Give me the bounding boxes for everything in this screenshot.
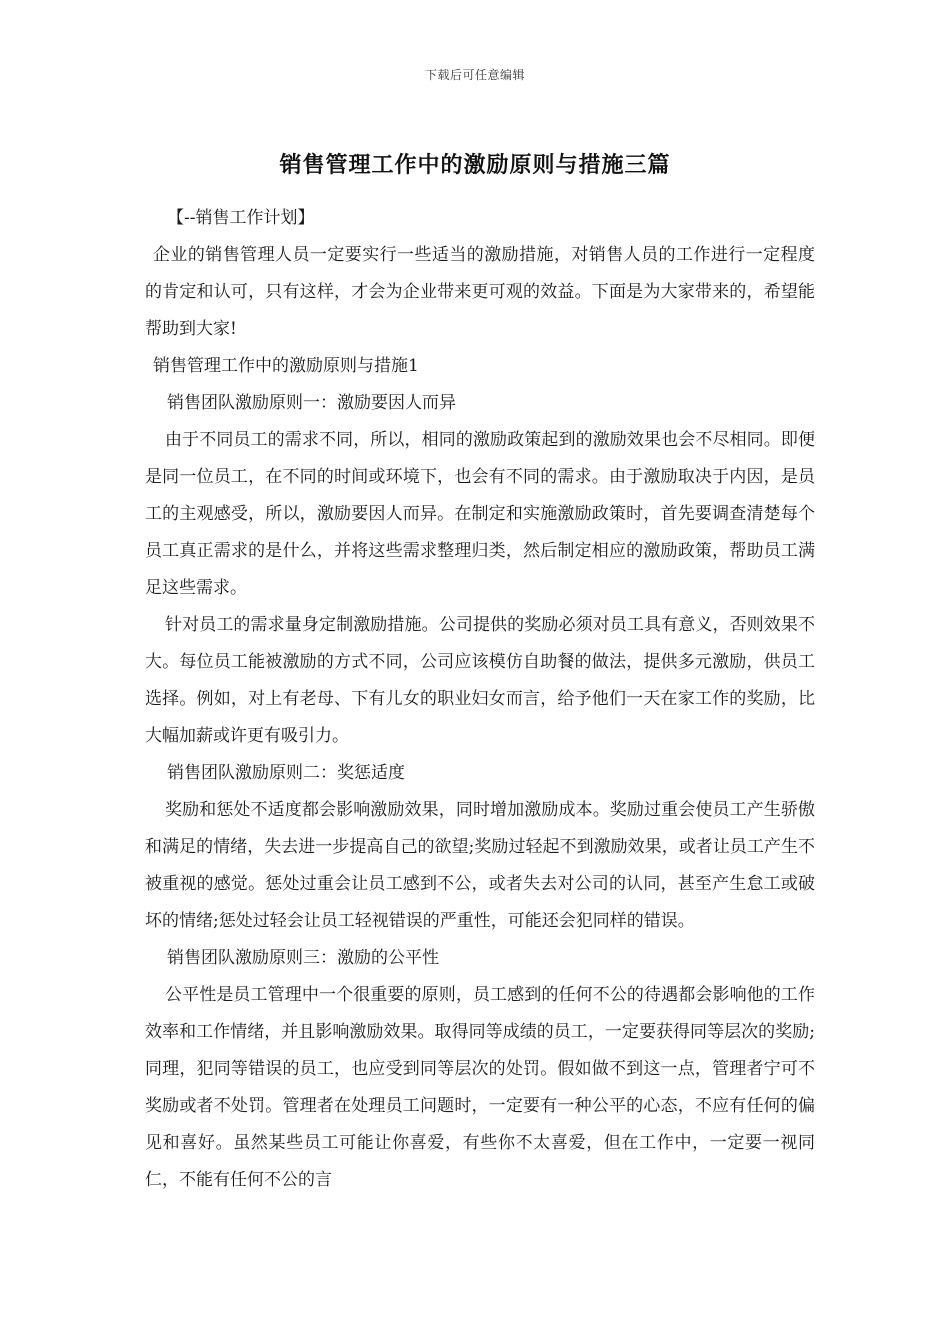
document-title: 销售管理工作中的激励原则与措施三篇 xyxy=(279,152,671,178)
principle-1-paragraph-2: 针对员工的需求量身定制激励措施。公司提供的奖励必须对员工具有意义，否则效果不大。每位员工能被激励的方式不同，公司应该模仿自助餐的做法，提供多元激励，供员工选择。例如，对上有老母、下有儿女的职业妇女而言，给予他们一天在家工作的奖励，比大幅加薪或许更有吸引力。 xyxy=(145,615,815,746)
section-heading: 销售管理工作中的激励原则与措施1 xyxy=(153,356,419,376)
category-tag: 【--销售工作计划】 xyxy=(167,208,315,228)
header-note: 下载后可任意编辑 xyxy=(424,68,525,82)
intro-paragraph: 企业的销售管理人员一定要实行一些适当的激励措施，对销售人员的工作进行一定程度的肯定和认可，只有这样，才会为企业带来更可观的效益。下面是为大家带来的，希望能帮助到大家! xyxy=(145,245,815,339)
principle-2-paragraph-1: 奖励和惩处不适度都会影响激励效果，同时增加激励成本。奖励过重会使员工产生骄傲和满足的情绪，失去进一步提高自己的欲望;奖励过轻起不到激励效果，或者让员工产生不被重视的感觉。惩处过重会让员工感到不公，或者失去对公司的认同，甚至产生怠工或破坏的情绪;惩处过轻会让员工轻视错误的严重性，可能还会犯同样的错误。 xyxy=(145,800,815,931)
principle-3-paragraph-1: 公平性是员工管理中一个很重要的原则，员工感到的任何不公的待遇都会影响他的工作效率和工作情绪，并且影响激励效果。取得同等成绩的员工，一定要获得同等层次的奖励;同理，犯同等错误的员工，也应受到同等层次的处罚。假如做不到这一点，管理者宁可不奖励或者不处罚。管理者在处理员工问题时，一定要有一种公平的心态，不应有任何的偏见和喜好。虽然某些员工可能让你喜爱，有些你不太喜爱，但在工作中，一定要一视同仁，不能有任何不公的言 xyxy=(145,985,815,1190)
principle-heading-1: 销售团队激励原则一：激励要因人而异 xyxy=(167,393,456,413)
principle-1-paragraph-1: 由于不同员工的需求不同，所以，相同的激励政策起到的激励效果也会不尽相同。即便是同一位员工，在不同的时间或环境下，也会有不同的需求。由于激励取决于内因，是员工的主观感受，所以，激励要因人而异。在制定和实施激励政策时，首先要调查清楚每个员工真正需求的是什么，并将这些需求整理归类，然后制定相应的激励政策，帮助员工满足这些需求。 xyxy=(145,430,815,598)
principle-heading-3: 销售团队激励原则三：激励的公平性 xyxy=(167,948,439,968)
principle-heading-2: 销售团队激励原则二：奖惩适度 xyxy=(167,763,405,783)
document-body xyxy=(145,200,815,1199)
